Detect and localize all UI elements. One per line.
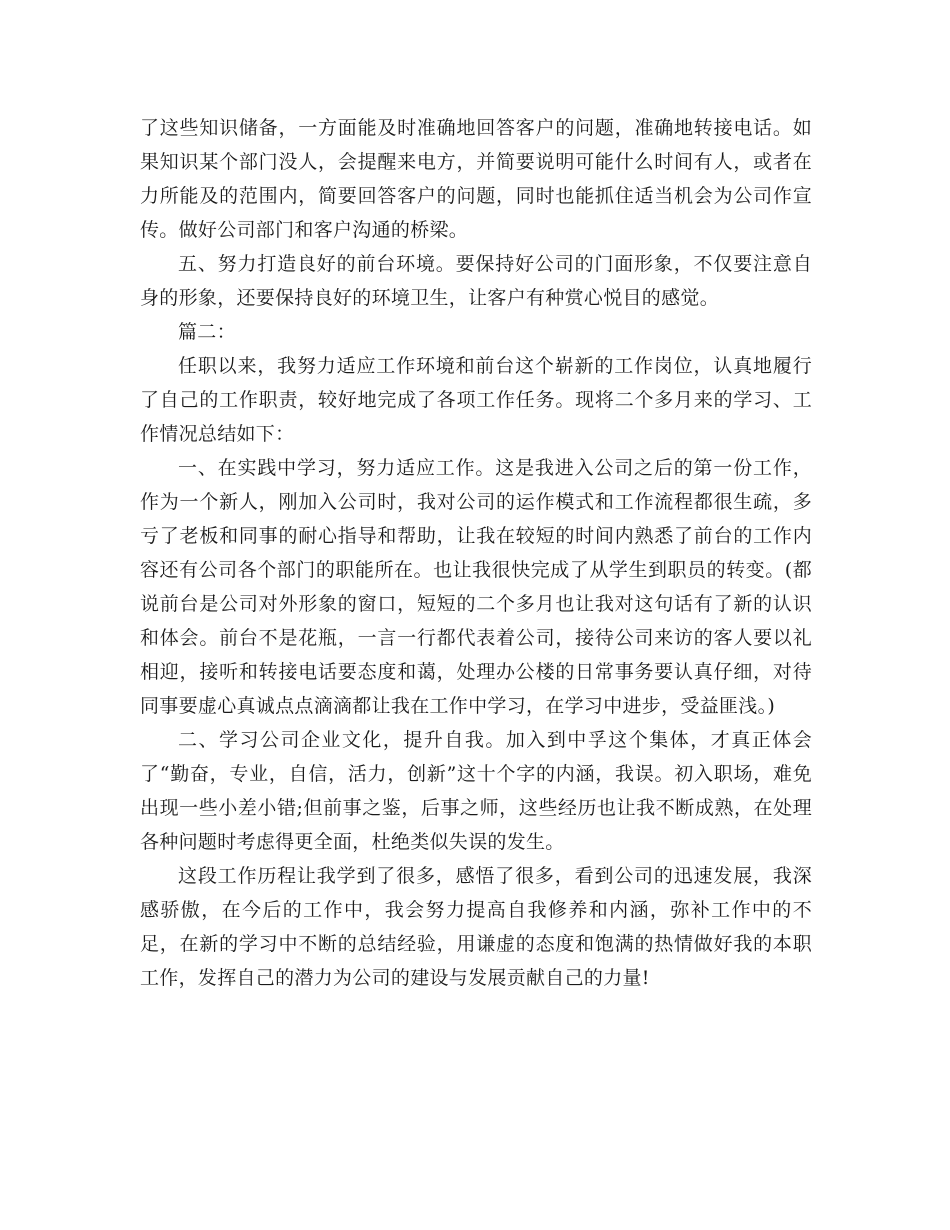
document-body (140, 111, 812, 995)
paragraph-corporate-culture: 二、学习公司企业文化，提升自我。加入到中孚这个集体，才真正体会了“勤奋，专业，自信，活力，创新”这十个字的内涵，我误。初入职场，难免出现一些小差小错;但前事之鉴，后事之师，这些经历也让我不断成熟，在处理各种问题时考虑得更全面，杜绝类似失误的发生。 (140, 729, 812, 853)
section-heading-part-two: 篇二： (178, 321, 236, 343)
paragraph-learning-in-practice: 一、在实践中学习，努力适应工作。这是我进入公司之后的第一份工作，作为一个新人，刚加入公司时，我对公司的运作模式和工作流程都很生疏，多亏了老板和同事的耐心指导和帮助，让我在较短的时间内熟悉了前台的工作内容还有公司各个部门的职能所在。也让我很快完成了从学生到职员的转变。(都说前台是公司对外形象的窗口，短短的二个多月也让我对这句话有了新的认识和体会。前台不是花瓶，一言一行都代表着公司，接待公司来访的客人要以礼相迎，接听和转接电话要态度和蔼，处理办公楼的日常事务要认真仔细，对待同事要虚心真诚点点滴滴都让我在工作中学习，在学习中进步，受益匪浅。) (140, 457, 812, 717)
paragraph-continuation: 了这些知识储备，一方面能及时准确地回答客户的问题，准确地转接电话。如果知识某个部门没人，会提醒来电方，并简要说明可能什么时间有人，或者在力所能及的范围内，简要回答客户的问题，同时也能抓住适当机会为公司作宣传。做好公司部门和客户沟通的桥梁。 (140, 117, 812, 241)
paragraph-front-desk-environment: 五、努力打造良好的前台环境。要保持好公司的门面形象，不仅要注意自身的形象，还要保持良好的环境卫生，让客户有种赏心悦目的感觉。 (140, 253, 812, 309)
paragraph-introduction: 任职以来，我努力适应工作环境和前台这个崭新的工作岗位，认真地履行了自己的工作职责，较好地完成了各项工作任务。现将二个多月来的学习、工作情况总结如下： (140, 355, 812, 445)
paragraph-conclusion: 这段工作历程让我学到了很多，感悟了很多，看到公司的迅速发展，我深感骄傲，在今后的工作中，我会努力提高自我修养和内涵，弥补工作中的不足，在新的学习中不断的总结经验，用谦虚的态度和饱满的热情做好我的本职工作，发挥自己的潜力为公司的建设与发展贡献自己的力量! (140, 865, 812, 989)
